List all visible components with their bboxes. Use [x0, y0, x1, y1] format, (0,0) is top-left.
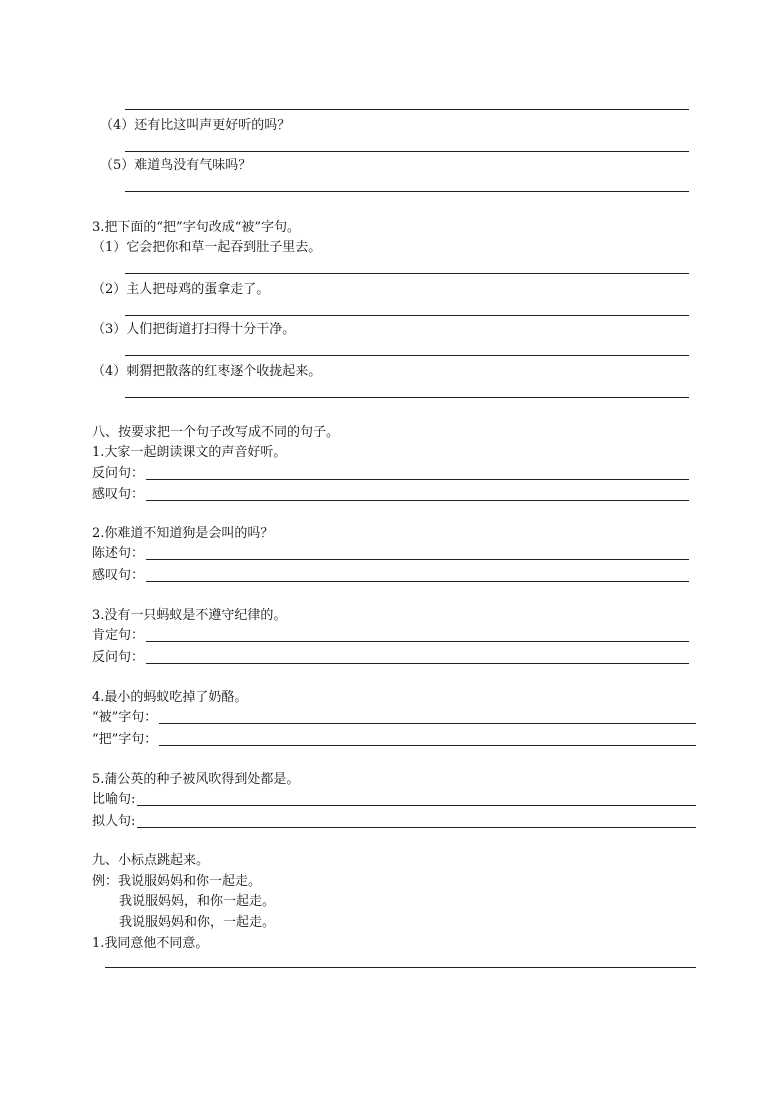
answer-line[interactable]	[137, 804, 696, 806]
sentence-text: 1.大家一起朗读课文的声音好听。	[92, 445, 287, 460]
rewrite-row	[92, 792, 696, 808]
rewrite-label: 反问句：	[92, 466, 145, 481]
answer-line[interactable]	[125, 273, 689, 274]
answer-line[interactable]	[146, 662, 689, 664]
sentence-text: 5.蒲公英的种子被风吹得到处都是。	[92, 772, 300, 787]
rewrite-row	[92, 546, 689, 562]
section-title: 3.把下面的“把”字句改成“被”字句。	[92, 220, 300, 235]
example-text: 例：我说服妈妈和你一起走。	[92, 874, 262, 889]
answer-line[interactable]	[125, 191, 689, 192]
rewrite-row	[92, 568, 689, 584]
question-text: （3）人们把街道打扫得十分干净。	[92, 322, 296, 337]
section-title: 九、小标点跳起来。	[92, 853, 210, 868]
example-text: 我说服妈妈，和你一起走。	[119, 894, 276, 909]
question-text: （4）还有比这叫声更好听的吗？	[100, 118, 291, 133]
rewrite-row	[92, 487, 689, 503]
answer-line[interactable]	[146, 499, 689, 501]
rewrite-row	[92, 732, 696, 748]
question-text: （2）主人把母鸡的蛋拿走了。	[92, 282, 270, 297]
question-text: 1.我同意他不同意。	[92, 936, 209, 951]
rewrite-row	[92, 628, 689, 644]
answer-line[interactable]	[125, 355, 689, 356]
sentence-text: 3.没有一只蚂蚁是不遵守纪律的。	[92, 608, 287, 623]
answer-line[interactable]	[146, 640, 689, 642]
rewrite-label: 比喻句:	[92, 792, 136, 807]
rewrite-label: “把”字句：	[92, 732, 158, 747]
rewrite-label: 肯定句：	[92, 628, 145, 643]
rewrite-row	[92, 814, 696, 830]
sentence-text: 2.你难道不知道狗是会叫的吗？	[92, 526, 274, 541]
answer-line[interactable]	[105, 967, 696, 968]
answer-line[interactable]	[125, 397, 689, 398]
answer-line[interactable]	[137, 826, 696, 828]
sentence-text: 4.最小的蚂蚁吃掉了奶酪。	[92, 690, 248, 705]
answer-line[interactable]	[125, 109, 689, 110]
question-text: （1）它会把你和草一起吞到肚子里去。	[92, 240, 322, 255]
answer-line[interactable]	[159, 744, 696, 746]
answer-line[interactable]	[125, 151, 689, 152]
rewrite-label: 感叹句：	[92, 487, 145, 502]
section-title: 八、按要求把一个句子改写成不同的句子。	[92, 425, 340, 440]
rewrite-label: 陈述句：	[92, 546, 145, 561]
question-text: （5）难道鸟没有气味吗？	[100, 158, 252, 173]
rewrite-label: 反问句：	[92, 650, 145, 665]
rewrite-row	[92, 650, 689, 666]
rewrite-row	[92, 710, 696, 726]
example-text: 我说服妈妈和你，一起走。	[119, 915, 276, 930]
rewrite-label: 拟人句:	[92, 814, 136, 829]
answer-line[interactable]	[146, 580, 689, 582]
rewrite-row	[92, 466, 689, 482]
answer-line[interactable]	[159, 722, 696, 724]
rewrite-label: “被”字句：	[92, 710, 158, 725]
answer-line[interactable]	[146, 478, 689, 480]
answer-line[interactable]	[125, 315, 689, 316]
answer-line[interactable]	[146, 558, 689, 560]
rewrite-label: 感叹句：	[92, 568, 145, 583]
question-text: （4）刺猬把散落的红枣逐个收拢起来。	[92, 364, 322, 379]
